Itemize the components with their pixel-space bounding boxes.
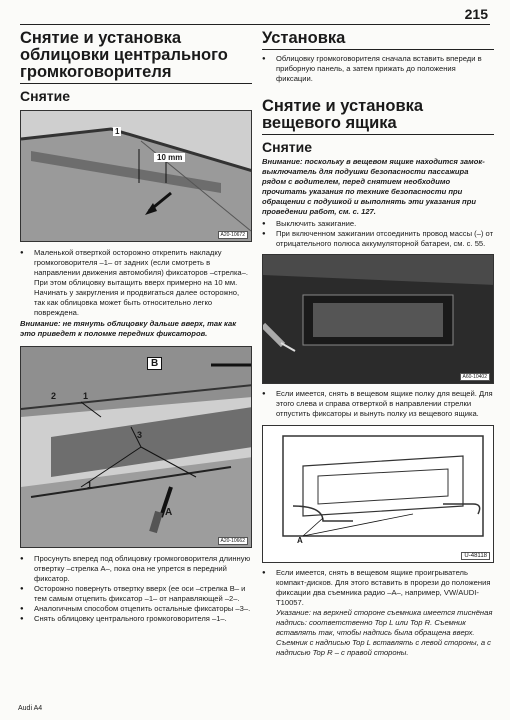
callout-A: A [297,536,303,545]
note-top-l-top-r: Указание: на верхней стороне съемника имеется тиснёная надпись: соответственно Top L или Top R. Съемник вставлять так, чтобы надпись была обращена вверх. Съемник с надписью Top L вставлять с левой стороны, а с надписью Top R – с правой стороны. [276,608,493,657]
figure-screwdriver-release [20,346,252,548]
figure-speaker-cover [20,110,252,242]
install-instruction: ● Облицовку громкоговорителя сначала вставить впереди в приборную панель, а затем прижать до положения фиксации. [262,54,494,84]
page-number: 215 [464,6,488,22]
page-footer: Audi A4 [18,705,43,712]
callout-1-top: 1 [83,391,89,401]
step-remove-shelf: ● Если имеется, снять в вещевом ящике полку для вещей. Для этого слева и справа отверткой в направлении стрелки отпустить фиксаторы и вынуть полку из вещевого ящика. [262,389,494,419]
airbag-warning: Внимание: поскольку в вещевом ящике находится замок-выключатель для подушки безопасности пассажира рядом с водителем, перед снятием необходимо прочитать указания по технике безопасности при обращении с подушкой и выполнять эти указания при проведении работ, см. с. 127. [262,157,485,216]
callout-A: A [165,507,173,518]
glovebox-shelf-illustration [263,255,494,383]
step-unclip-others: ● Аналогичным способом отцепить остальные фиксаторы –3–. [20,604,252,614]
step-insert-screwdriver: ● Просунуть вперед под облицовку громкоговорителя длинную отвертку –стрелка А–, пока она не упрется в передний фиксатор. [20,554,252,584]
step-rotate-screwdriver: ● Осторожно повернуть отвертку вверх (ее оси –стрелка В– и тем самым отцепить фиксатор –1– от направляющей –2–. [20,584,252,604]
top-rule [20,24,490,25]
step-remove-cover: ● Снять облицовку центрального громкоговорителя –1–. [20,614,252,624]
step-unclip-cover: ● Маленькой отверткой осторожно открепить накладку громкоговорителя –1– от задних (если смотреть в направлении движения автомобиля) фиксаторов –стрелка–. При этом облицовку вытащить вверх примерно на 10 мм. Начинать у закругления и продвигаться далее осторожно, так как облицовка может быть относительно легко повреждена. [20,248,252,318]
dimension-label: 10 mm [154,153,185,162]
step-remove-cd-player: ● Если имеется, снять в вещевом ящике проигрыватель компакт-дисков. Для этого вставить в прорези до положения фиксации два съемника радио –А–, например, VW/AUDI-T10057. [262,568,494,608]
section-title-glovebox: Снятие и установка вещевого ящика [262,97,424,132]
figure-code: A20-10672 [218,231,248,239]
figure-cd-player [262,425,494,563]
subsection-removal: Снятие [20,88,70,104]
callout-1: 1 [115,127,120,136]
callout-3: 3 [137,430,143,440]
section-title-install: Установка [262,29,346,47]
figure-code: A20-10662 [218,537,248,545]
callout-1-bottom: 1 [87,480,93,490]
subsection-removal: Снятие [262,139,312,155]
figure-glovebox-shelf [262,254,494,384]
divider [262,49,494,50]
screwdriver-illustration [21,347,252,547]
step-ignition-off: ● Выключить зажигание. [262,219,494,229]
divider [20,83,252,84]
callout-B: B [147,357,162,370]
divider [262,134,494,135]
speaker-cover-illustration [21,111,252,241]
section-title-speaker: Снятие и установка облицовки центрального громкоговорителя [20,29,228,81]
left-column [20,30,252,624]
right-column [262,30,494,658]
step-disconnect-battery: ● При включенном зажигании отсоединить провод массы (–) от отрицательного полюса аккумуляторной батареи, см. с. 55. [262,229,494,249]
figure-code: U-48118 [461,552,490,560]
callout-2: 2 [51,391,57,401]
warning-do-not-pull: Внимание: не тянуть облицовку дальше вверх, так как это приведет к поломке передних фиксаторов. [20,319,237,338]
figure-code: A60-10402 [460,373,490,381]
